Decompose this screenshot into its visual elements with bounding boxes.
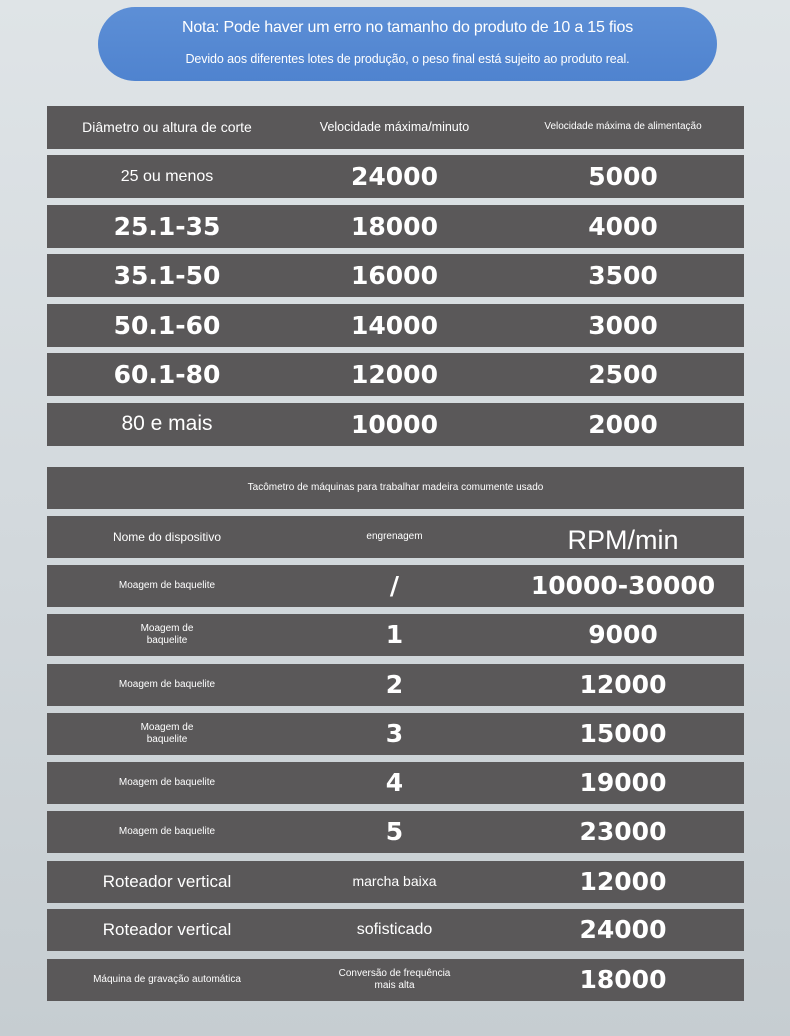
table-cell: 5: [385, 817, 404, 847]
header-cell: RPM/min: [567, 525, 679, 556]
table-cell: Moagem de baquelite: [118, 825, 216, 837]
table-cell: 12000: [579, 670, 667, 700]
table-cell: 16000: [351, 260, 438, 290]
notice-banner: [98, 7, 717, 81]
table-cell: 10000: [351, 409, 438, 439]
table-row: [47, 353, 744, 396]
table-cell: 1: [385, 620, 404, 650]
table-cell: 2500: [588, 359, 658, 389]
table-cell: 80 e mais: [121, 412, 213, 436]
table-cell: 2000: [588, 409, 658, 439]
table-cell: Moagem de baquelite: [140, 721, 194, 745]
table-row: [47, 205, 744, 248]
table-row: [47, 861, 744, 903]
table-cell: Moagem de baquelite: [118, 579, 216, 591]
table-row: [47, 155, 744, 198]
table-cell: 25.1-35: [113, 211, 221, 241]
header-cell: engrenagem: [366, 530, 423, 542]
header-cell: Velocidade máxima/minuto: [319, 119, 470, 134]
table-cell: /: [389, 571, 400, 601]
notice-subtitle: Devido aos diferentes lotes de produção, o peso final está sujeito ao produto real.: [185, 52, 630, 66]
table-row: [47, 713, 744, 755]
table-row: [47, 762, 744, 804]
header-cell: Diâmetro ou altura de corte: [82, 118, 252, 135]
table-row: [47, 909, 744, 951]
table-cell: 12000: [579, 867, 667, 897]
table-cell: sofisticado: [356, 921, 433, 938]
table-cell: 24000: [579, 915, 667, 945]
header-cell: Velocidade máxima de alimentação: [544, 121, 702, 133]
table-row: [47, 565, 744, 607]
table-cell: Roteador vertical: [102, 872, 232, 892]
table-cell: Moagem de baquelite: [118, 678, 216, 690]
table-cell: 10000-30000: [530, 571, 716, 601]
table-cell: 12000: [351, 359, 438, 389]
speed-table-header: [47, 106, 744, 149]
table-cell: 18000: [351, 211, 438, 241]
table-cell: 9000: [588, 620, 658, 650]
table-row: [47, 403, 744, 446]
table-row: [47, 614, 744, 656]
table-cell: Máquina de gravação automática: [93, 973, 241, 985]
table-cell: 3: [385, 719, 404, 749]
table-cell: 15000: [579, 719, 667, 749]
table-cell: 50.1-60: [113, 310, 221, 340]
notice-title: Nota: Pode haver um erro no tamanho do produto de 10 a 15 fios: [181, 19, 633, 36]
table-cell: 5000: [588, 161, 658, 191]
header-cell: Nome do dispositivo: [112, 529, 222, 544]
rpm-table-title: [47, 467, 744, 509]
table-row: [47, 664, 744, 706]
rpm-table-header: [47, 516, 744, 558]
table-cell: 3500: [588, 260, 658, 290]
table-cell: 3000: [588, 310, 658, 340]
table-row: [47, 254, 744, 297]
table-cell: Conversão de frequência mais alta: [338, 967, 451, 991]
table-row: [47, 811, 744, 853]
table-cell: marcha baixa: [352, 873, 437, 890]
table-cell: Moagem de baquelite: [118, 776, 216, 788]
table-row: [47, 304, 744, 347]
table-cell: 35.1-50: [113, 260, 221, 290]
table-cell: 23000: [579, 817, 667, 847]
table-cell: 4: [385, 768, 404, 798]
table-cell: 24000: [351, 161, 438, 191]
table-cell: Roteador vertical: [102, 920, 232, 940]
table-title: Tacômetro de máquinas para trabalhar madeira comumente usado: [247, 481, 544, 493]
table-cell: 25 ou menos: [120, 167, 214, 185]
table-cell: Moagem de baquelite: [140, 622, 194, 646]
table-cell: 4000: [588, 211, 658, 241]
table-cell: 2: [385, 670, 404, 700]
table-cell: 19000: [579, 768, 667, 798]
table-row: [47, 959, 744, 1001]
table-cell: 14000: [351, 310, 438, 340]
table-cell: 18000: [579, 965, 667, 995]
table-cell: 60.1-80: [113, 359, 221, 389]
